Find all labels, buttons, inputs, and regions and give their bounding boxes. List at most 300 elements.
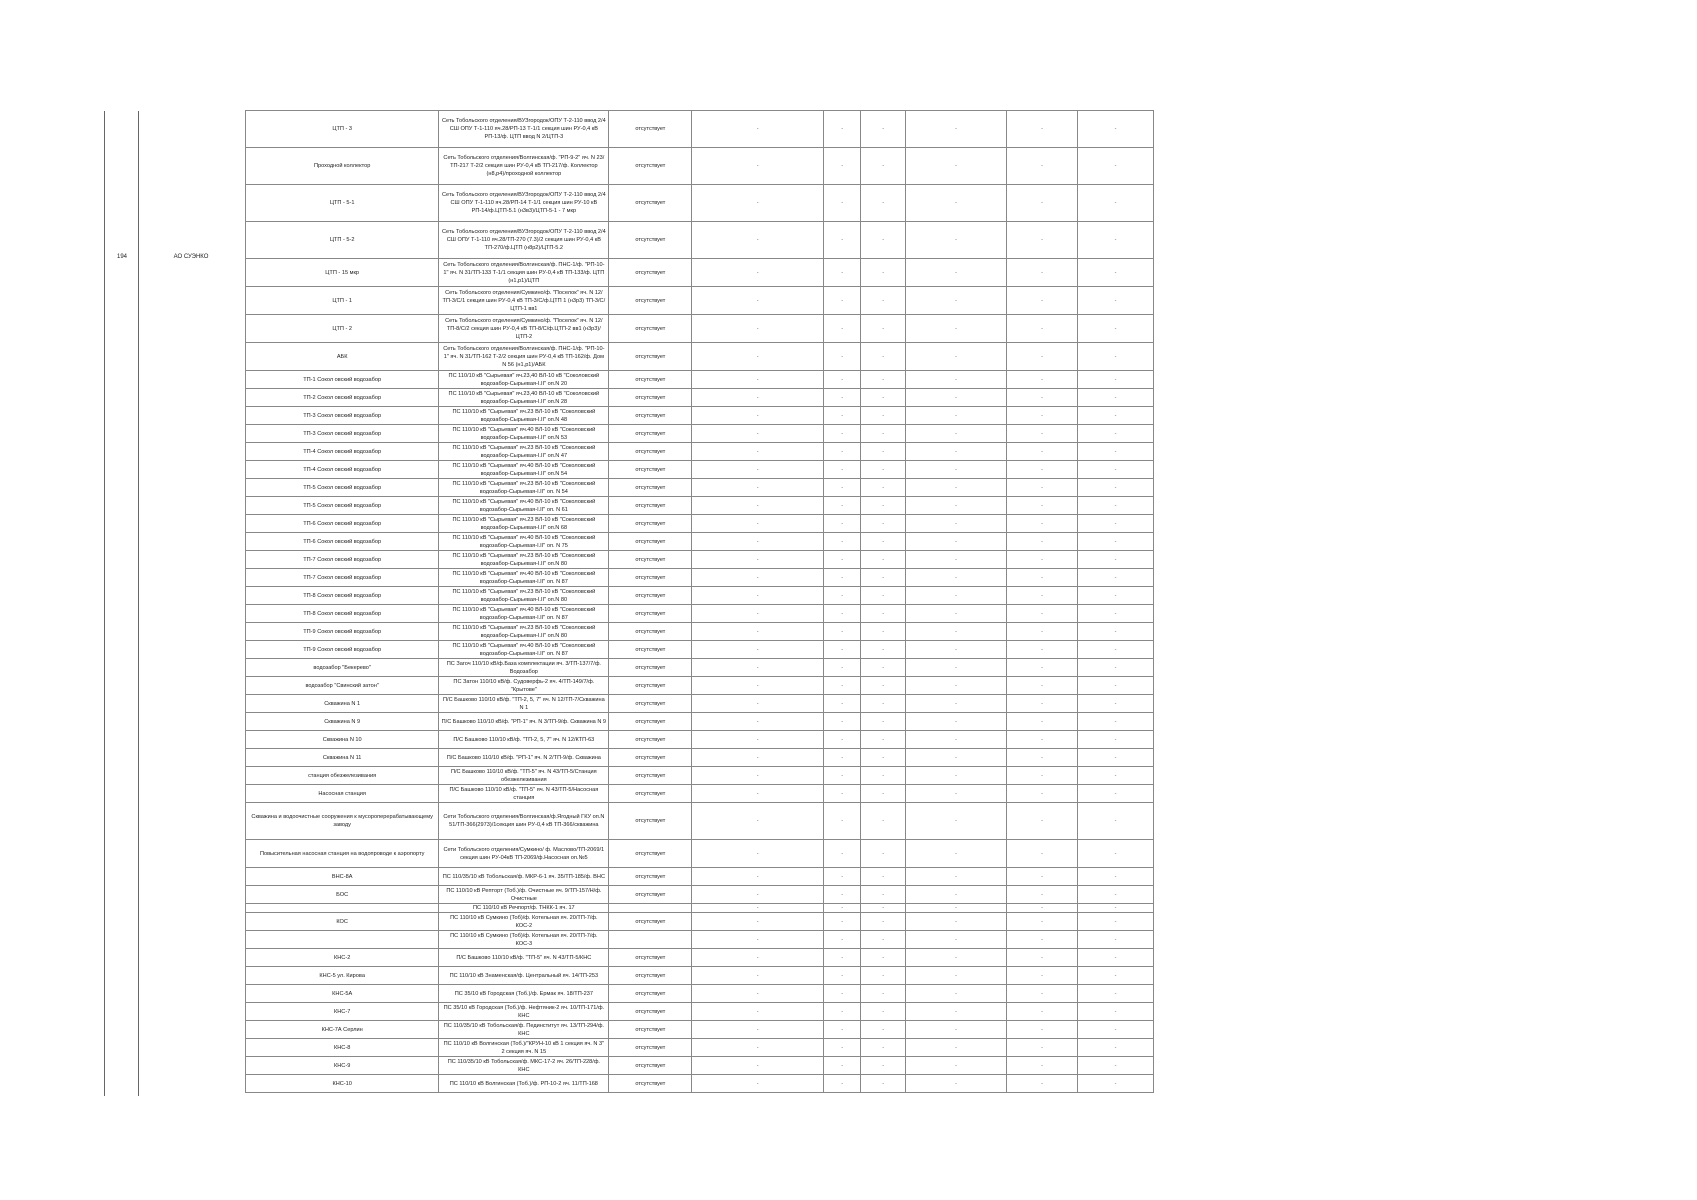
value-cell: - (823, 443, 860, 461)
supply-source-cell: Сеть Тобольского отделения/ВУЗгородок/ОПУ Т-2-110 ввод 2/4 СШ ОПУ Т-1-110 яч.28/РП-13 Т-1/1 секция шин РУ-0,4 кВ РП-13/ф. ЦТП ввод N 2/ЦТП-3 (439, 111, 609, 148)
table-row (246, 1057, 1154, 1075)
value-cell: - (1007, 461, 1078, 479)
table-row (246, 713, 1154, 731)
facility-name-cell: КНС-7А Серлин (246, 1021, 439, 1039)
value-cell: - (823, 479, 860, 497)
value-cell: - (692, 713, 824, 731)
value-cell: - (692, 569, 824, 587)
value-cell: - (905, 443, 1006, 461)
value-cell: - (692, 443, 824, 461)
status-cell: отсутствует (609, 343, 692, 371)
value-cell: - (1007, 259, 1078, 287)
value-cell: - (823, 886, 860, 904)
supply-source-cell: Сеть Тобольского отделения/ВУЗгородок/ОПУ Т-2-110 ввод 2/4 СШ ОПУ Т-1-110 яч.28/РП-14 Т-1/1 секция шин РУ-10 кВ РП-14/ф.ЦТП-5.1 (н3в3)/ЦТП-5-1 - 7 мкр (439, 185, 609, 222)
value-cell: - (861, 479, 906, 497)
table-row (246, 1021, 1154, 1039)
supply-source-cell: Сеть Тобольского отделения/Сумкино/ф. "Поселок" яч. N 12/ТП-8/С/2 секция шин РУ-0,4 кВ ТП-8/С/ф.ЦТП-2 вв1 (н3р3)/ЦТП-2 (439, 315, 609, 343)
value-cell: - (1007, 1057, 1078, 1075)
value-cell: - (1007, 185, 1078, 222)
value-cell: - (1078, 461, 1154, 479)
table-row (246, 343, 1154, 371)
supply-source-cell: ПС 110/10 кВ "Сырьевая" яч.40 ВЛ-10 кВ "Соколовский водозабор-Сырьевая-I.II" оп.N 54 (439, 461, 609, 479)
status-cell: отсутствует (609, 389, 692, 407)
value-cell: - (823, 1003, 860, 1021)
value-cell: - (1078, 407, 1154, 425)
value-cell: - (905, 587, 1006, 605)
value-cell: - (1007, 713, 1078, 731)
value-cell: - (823, 425, 860, 443)
table-row (246, 443, 1154, 461)
value-cell: - (905, 931, 1006, 949)
value-cell: - (692, 407, 824, 425)
value-cell: - (861, 985, 906, 1003)
status-cell: отсутствует (609, 587, 692, 605)
value-cell: - (1007, 840, 1078, 868)
value-cell: - (1078, 886, 1154, 904)
table-row (246, 749, 1154, 767)
value-cell: - (905, 389, 1006, 407)
value-cell: - (905, 497, 1006, 515)
table-row (246, 949, 1154, 967)
value-cell: - (905, 985, 1006, 1003)
status-cell (609, 931, 692, 949)
table-row (246, 913, 1154, 931)
value-cell: - (823, 767, 860, 785)
value-cell: - (1007, 533, 1078, 551)
status-cell: отсутствует (609, 425, 692, 443)
supply-source-cell: Сеть Тобольского отделения/Сумкино/ф. "Поселок" яч. N 12/ТП-3/С/1 секция шин РУ-0,4 кВ ТП-3/С/ф.ЦТП 1 (н3р3) ТП-3/С/ЦТП-1 вв1 (439, 287, 609, 315)
value-cell: - (1078, 659, 1154, 677)
value-cell: - (1007, 551, 1078, 569)
value-cell: - (905, 659, 1006, 677)
facility-name-cell: ТП-5 Сокол овский водозабор (246, 497, 439, 515)
value-cell: - (823, 840, 860, 868)
status-cell: отсутствует (609, 222, 692, 259)
value-cell: - (1007, 731, 1078, 749)
value-cell: - (861, 587, 906, 605)
value-cell: - (905, 111, 1006, 148)
facility-name-cell: ТП-7 Сокол овский водозабор (246, 551, 439, 569)
supply-source-cell: ПС Затон 110/10 кВ/ф. Судоверфь-2 яч. 4/ТП-149/7/ф. "Крытове" (439, 677, 609, 695)
facility-name-cell: ТП-6 Сокол овский водозабор (246, 533, 439, 551)
value-cell: - (905, 677, 1006, 695)
value-cell: - (692, 659, 824, 677)
row-number: 194 (116, 254, 127, 260)
organization-name: АО СУЭНКО (173, 254, 209, 260)
value-cell: - (905, 913, 1006, 931)
supply-source-cell: Сеть Тобольского отделения/Волгинская/ф. ПНС-1/ф. "РП-10-1" яч. N 31/ТП-133 Т-1/1 секция шин РУ-0,4 кВ ТП-133/ф. ЦТП (н1,р1)/ЦТП (439, 259, 609, 287)
value-cell: - (692, 551, 824, 569)
table-row (246, 868, 1154, 886)
facility-name-cell: ТП-8 Сокол овский водозабор (246, 587, 439, 605)
status-cell: отсутствует (609, 185, 692, 222)
value-cell: - (823, 1021, 860, 1039)
supply-source-cell: ПС 110/10 кВ "Сырьевая" яч.23 ВЛ-10 кВ "Соколовский водозабор-Сырьевая-I.II" оп.N 80 (439, 551, 609, 569)
value-cell: - (692, 343, 824, 371)
table-row (246, 967, 1154, 985)
supply-source-cell: ПС 110/10 кВ "Сырьевая" яч.40 ВЛ-10 кВ "Соколовский водозабор-Сырьевая-I.II" оп. N 61 (439, 497, 609, 515)
value-cell: - (905, 840, 1006, 868)
status-cell (609, 904, 692, 913)
value-cell: - (861, 677, 906, 695)
value-cell: - (861, 515, 906, 533)
value-cell: - (861, 315, 906, 343)
status-cell: отсутствует (609, 749, 692, 767)
value-cell: - (905, 785, 1006, 803)
value-cell: - (1078, 840, 1154, 868)
supply-source-cell: Сети Тобольского отделения/Сумкино/ ф. Маслово/ТП-2069/1 секция шин РУ-04кВ ТП-2069/ф.Насосная оп.№5 (439, 840, 609, 868)
supply-source-cell: П/С Башково 110/10 кВ/ф. "ТП-2, 5, 7" яч. N 12/ТП-7/Скважина N 1 (439, 695, 609, 713)
value-cell: - (1078, 551, 1154, 569)
value-cell: - (905, 803, 1006, 840)
status-cell: отсутствует (609, 713, 692, 731)
value-cell: - (1078, 913, 1154, 931)
value-cell: - (1078, 587, 1154, 605)
status-cell: отсутствует (609, 1039, 692, 1057)
table-row (246, 259, 1154, 287)
value-cell: - (692, 515, 824, 533)
value-cell: - (692, 913, 824, 931)
supply-source-cell: ПС 110/10 кВ "Сырьевая" яч.40 ВЛ-10 кВ "Соколовский водозабор-Сырьевая-I.II" оп. N 87 (439, 641, 609, 659)
value-cell: - (861, 461, 906, 479)
value-cell: - (905, 1039, 1006, 1057)
value-cell: - (1078, 343, 1154, 371)
value-cell: - (861, 1075, 906, 1093)
supply-source-cell: ПС 110/10 кВ "Сырьевая" яч.23 ВЛ-10 кВ "Соколовский водозабор-Сырьевая-I.II" оп.N 48 (439, 407, 609, 425)
value-cell: - (861, 931, 906, 949)
value-cell: - (823, 587, 860, 605)
value-cell: - (823, 695, 860, 713)
value-cell: - (1007, 371, 1078, 389)
value-cell: - (1007, 497, 1078, 515)
value-cell: - (823, 185, 860, 222)
value-cell: - (1078, 623, 1154, 641)
table-row (246, 287, 1154, 315)
value-cell: - (1007, 695, 1078, 713)
supply-source-cell: П/С Башково 110/10 кВ/ф. "ТП-2, 5, 7" яч. N 12/КТП-63 (439, 731, 609, 749)
facility-name-cell: ЦТП - 5-1 (246, 185, 439, 222)
status-cell: отсутствует (609, 497, 692, 515)
status-cell: отсутствует (609, 461, 692, 479)
value-cell: - (1007, 587, 1078, 605)
value-cell: - (823, 148, 860, 185)
supply-source-cell: ПС 110/10 кВ Сумкино (Тоб)/ф. Котельная яч. 20/ТП-7/ф. КОС-2 (439, 913, 609, 931)
table-row (246, 569, 1154, 587)
value-cell: - (823, 913, 860, 931)
value-cell: - (861, 1057, 906, 1075)
table-row (246, 677, 1154, 695)
value-cell: - (692, 840, 824, 868)
supply-source-cell: ПС 110/10 кВ "Сырьевая" яч.40 ВЛ-10 кВ "Соколовский водозабор-Сырьевая-I.II" оп. N 75 (439, 533, 609, 551)
value-cell: - (692, 623, 824, 641)
value-cell: - (1078, 425, 1154, 443)
table-row (246, 497, 1154, 515)
value-cell: - (1078, 389, 1154, 407)
facility-name-cell: Повысительная насосная станция на водопроводе к аэропорту (246, 840, 439, 868)
value-cell: - (1007, 931, 1078, 949)
value-cell: - (1007, 913, 1078, 931)
table-row (246, 1003, 1154, 1021)
facility-name-cell: ТП-2 Сокол овский водозабор (246, 389, 439, 407)
facility-name-cell: ТП-3 Сокол овский водозабор (246, 407, 439, 425)
value-cell: - (823, 259, 860, 287)
value-cell: - (1078, 443, 1154, 461)
value-cell: - (823, 551, 860, 569)
value-cell: - (823, 623, 860, 641)
value-cell: - (692, 749, 824, 767)
value-cell: - (1078, 111, 1154, 148)
supply-source-cell: ПС 110/35/10 кВ Тобольская/ф. МКР-6-1 яч. 35/ТП-185/ф. ВНС (439, 868, 609, 886)
value-cell: - (823, 497, 860, 515)
value-cell: - (861, 713, 906, 731)
value-cell: - (861, 111, 906, 148)
facilities-table (245, 110, 1154, 1093)
supply-source-cell: ПС 110/10 кВ "Сырьевая" яч.40 ВЛ-10 кВ "Соколовский водозабор-Сырьевая-I.II" оп. N 87 (439, 605, 609, 623)
value-cell: - (861, 731, 906, 749)
value-cell: - (1078, 767, 1154, 785)
value-cell: - (1007, 677, 1078, 695)
value-cell: - (692, 1057, 824, 1075)
value-cell: - (905, 1021, 1006, 1039)
value-cell: - (692, 497, 824, 515)
facility-name-cell: ТП-1 Сокол овский водозабор (246, 371, 439, 389)
value-cell: - (861, 551, 906, 569)
table-row (246, 587, 1154, 605)
value-cell: - (861, 1039, 906, 1057)
value-cell: - (1078, 985, 1154, 1003)
value-cell: - (823, 785, 860, 803)
facility-name-cell: водозабор "Бекерево" (246, 659, 439, 677)
value-cell: - (1007, 967, 1078, 985)
facility-name-cell: КНС-10 (246, 1075, 439, 1093)
status-cell: отсутствует (609, 515, 692, 533)
value-cell: - (1007, 785, 1078, 803)
value-cell: - (905, 315, 1006, 343)
supply-source-cell: ПС 110/35/10 кВ Тобольская/ф. МКС-17-2 яч. 26/ТП-228/ф. КНС (439, 1057, 609, 1075)
table-row (246, 533, 1154, 551)
value-cell: - (1007, 767, 1078, 785)
value-cell: - (1007, 407, 1078, 425)
value-cell: - (861, 1003, 906, 1021)
value-cell: - (692, 605, 824, 623)
value-cell: - (905, 551, 1006, 569)
value-cell: - (823, 868, 860, 886)
facility-name-cell: ТП-6 Сокол овский водозабор (246, 515, 439, 533)
value-cell: - (692, 533, 824, 551)
status-cell: отсутствует (609, 1021, 692, 1039)
facility-name-cell: КНС-8 (246, 1039, 439, 1057)
supply-source-cell: ПС 110/10 кВ "Сырьевая" яч.23,40 ВЛ-10 кВ "Соколовский водозабор-Сырьевая-I.II" оп.N 28 (439, 389, 609, 407)
value-cell: - (861, 767, 906, 785)
value-cell: - (861, 641, 906, 659)
table-row (246, 767, 1154, 785)
value-cell: - (905, 1057, 1006, 1075)
value-cell: - (861, 967, 906, 985)
supply-source-cell: ПС 110/10 кВ "Сырьевая" яч.23 ВЛ-10 кВ "Соколовский водозабор-Сырьевая-I.II" оп.N 47 (439, 443, 609, 461)
value-cell: - (1078, 1021, 1154, 1039)
value-cell: - (861, 623, 906, 641)
value-cell: - (905, 967, 1006, 985)
value-cell: - (692, 425, 824, 443)
value-cell: - (861, 659, 906, 677)
value-cell: - (905, 904, 1006, 913)
value-cell: - (861, 407, 906, 425)
value-cell: - (1007, 1075, 1078, 1093)
value-cell: - (1007, 868, 1078, 886)
value-cell: - (1007, 749, 1078, 767)
value-cell: - (861, 148, 906, 185)
facility-name-cell: Проходной коллектор (246, 148, 439, 185)
value-cell: - (861, 185, 906, 222)
value-cell: - (1078, 695, 1154, 713)
value-cell: - (1007, 659, 1078, 677)
value-cell: - (905, 1075, 1006, 1093)
facility-name-cell: Скважина N 11 (246, 749, 439, 767)
value-cell: - (823, 713, 860, 731)
status-cell: отсутствует (609, 259, 692, 287)
facility-name-cell: ТП-4 Сокол овский водозабор (246, 443, 439, 461)
status-cell: отсутствует (609, 479, 692, 497)
value-cell: - (861, 443, 906, 461)
supply-source-cell: ПС 110/10 кВ "Сырьевая" яч.23 ВЛ-10 кВ "Соколовский водозабор-Сырьевая-I.II" оп. N 54 (439, 479, 609, 497)
supply-source-cell: ПС 110/10 кВ "Сырьевая" яч.40 ВЛ-10 кВ "Соколовский водозабор-Сырьевая-I.II" оп. N 87 (439, 569, 609, 587)
supply-source-cell: ПС 110/10 кВ "Сырьевая" яч.40 ВЛ-10 кВ "Соколовский водозабор-Сырьевая-I.II" оп.N 53 (439, 425, 609, 443)
facility-name-cell: КНС-2 (246, 949, 439, 967)
value-cell: - (861, 1021, 906, 1039)
value-cell: - (861, 343, 906, 371)
table-row (246, 840, 1154, 868)
value-cell: - (1078, 515, 1154, 533)
value-cell: - (692, 803, 824, 840)
value-cell: - (1007, 886, 1078, 904)
value-cell: - (861, 913, 906, 931)
status-cell: отсутствует (609, 533, 692, 551)
value-cell: - (1007, 641, 1078, 659)
value-cell: - (692, 931, 824, 949)
value-cell: - (905, 713, 1006, 731)
value-cell: - (905, 185, 1006, 222)
facility-name-cell: КНС-7 (246, 1003, 439, 1021)
value-cell: - (861, 695, 906, 713)
value-cell: - (823, 111, 860, 148)
table-row (246, 1039, 1154, 1057)
status-cell: отсутствует (609, 840, 692, 868)
table-row (246, 803, 1154, 840)
value-cell: - (905, 287, 1006, 315)
value-cell: - (823, 659, 860, 677)
status-cell: отсутствует (609, 551, 692, 569)
table-row (246, 461, 1154, 479)
supply-source-cell: ПС 110/35/10 кВ Тобольская/ф. Пединститут яч. 13/ТП-294/ф. КНС (439, 1021, 609, 1039)
value-cell: - (1007, 623, 1078, 641)
facility-name-cell: ЦТП - 5-2 (246, 222, 439, 259)
table-row (246, 515, 1154, 533)
status-cell: отсутствует (609, 443, 692, 461)
status-cell: отсутствует (609, 886, 692, 904)
value-cell: - (905, 569, 1006, 587)
value-cell: - (1078, 749, 1154, 767)
value-cell: - (905, 515, 1006, 533)
supply-source-cell: Сеть Тобольского отделения/Волгинская/ф. ПНС-1/ф. "РП-10-1" яч. N 31/ТП-162 Т-2/2 секция шин РУ-0,4 кВ ТП-162/ф. Дом N 56 (н1,р1)/АБК (439, 343, 609, 371)
value-cell: - (823, 343, 860, 371)
value-cell: - (692, 767, 824, 785)
supply-source-cell: П/С Башково 110/10 кВ/ф. "ТП-5" яч. N 43/ТП-5/Станция обезжелезивания (439, 767, 609, 785)
supply-source-cell: ПС 110/10 кВ "Сырьевая" яч.23 ВЛ-10 кВ "Соколовский водозабор-Сырьевая-I.II" оп.N 80 (439, 587, 609, 605)
value-cell: - (692, 949, 824, 967)
table-row (246, 904, 1154, 913)
value-cell: - (692, 904, 824, 913)
status-cell: отсутствует (609, 913, 692, 931)
facility-name-cell: ТП-9 Сокол овский водозабор (246, 623, 439, 641)
value-cell: - (905, 641, 1006, 659)
value-cell: - (1007, 949, 1078, 967)
value-cell: - (823, 1039, 860, 1057)
value-cell: - (1078, 497, 1154, 515)
value-cell: - (1078, 148, 1154, 185)
status-cell: отсутствует (609, 407, 692, 425)
table-row (246, 551, 1154, 569)
supply-source-cell: ПС 110/10 кВ Волгинская (Тоб.)/ф. РП-10-2 яч. 11/ТП-168 (439, 1075, 609, 1093)
table-row (246, 985, 1154, 1003)
value-cell: - (1007, 287, 1078, 315)
value-cell: - (905, 259, 1006, 287)
supply-source-cell: П/С Башково 110/10 кВ/ф. "РП-1" яч. N 3/ТП-9/ф. Скважина N 9 (439, 713, 609, 731)
supply-source-cell: П/С Башково 110/10 кВ/ф. "ТП-5" яч. N 43/ТП-5/Насосная станция (439, 785, 609, 803)
supply-source-cell: ПС 35/10 кВ Городская (Тоб.)/ф. Нефтяник-2 яч. 10/ТП-171/ф. КНС (439, 1003, 609, 1021)
value-cell: - (1078, 904, 1154, 913)
value-cell: - (1007, 479, 1078, 497)
value-cell: - (905, 767, 1006, 785)
value-cell: - (1078, 868, 1154, 886)
value-cell: - (692, 111, 824, 148)
value-cell: - (1078, 713, 1154, 731)
facility-name-cell (246, 904, 439, 913)
facility-name-cell: КНС-9 (246, 1057, 439, 1075)
value-cell: - (692, 479, 824, 497)
status-cell: отсутствует (609, 695, 692, 713)
value-cell: - (1007, 443, 1078, 461)
value-cell: - (692, 315, 824, 343)
value-cell: - (905, 371, 1006, 389)
value-cell: - (823, 949, 860, 967)
value-cell: - (905, 533, 1006, 551)
value-cell: - (1078, 1039, 1154, 1057)
facility-name-cell: Скважина N 10 (246, 731, 439, 749)
value-cell: - (1007, 315, 1078, 343)
value-cell: - (861, 749, 906, 767)
value-cell: - (692, 587, 824, 605)
value-cell: - (861, 371, 906, 389)
value-cell: - (905, 148, 1006, 185)
value-cell: - (1078, 569, 1154, 587)
value-cell: - (1078, 949, 1154, 967)
value-cell: - (1078, 222, 1154, 259)
table-row (246, 641, 1154, 659)
value-cell: - (692, 287, 824, 315)
status-cell: отсутствует (609, 315, 692, 343)
value-cell: - (823, 371, 860, 389)
supply-source-cell: ПС 110/10 кВ Волгинская (Тоб.)/"КРУН-10 кВ 1 секция яч. N 3" 2 секция яч. N 15 (439, 1039, 609, 1057)
value-cell: - (1007, 985, 1078, 1003)
table-row (246, 148, 1154, 185)
value-cell: - (692, 695, 824, 713)
value-cell: - (905, 461, 1006, 479)
value-cell: - (905, 623, 1006, 641)
table-row (246, 371, 1154, 389)
value-cell: - (905, 605, 1006, 623)
value-cell: - (692, 148, 824, 185)
value-cell: - (692, 886, 824, 904)
